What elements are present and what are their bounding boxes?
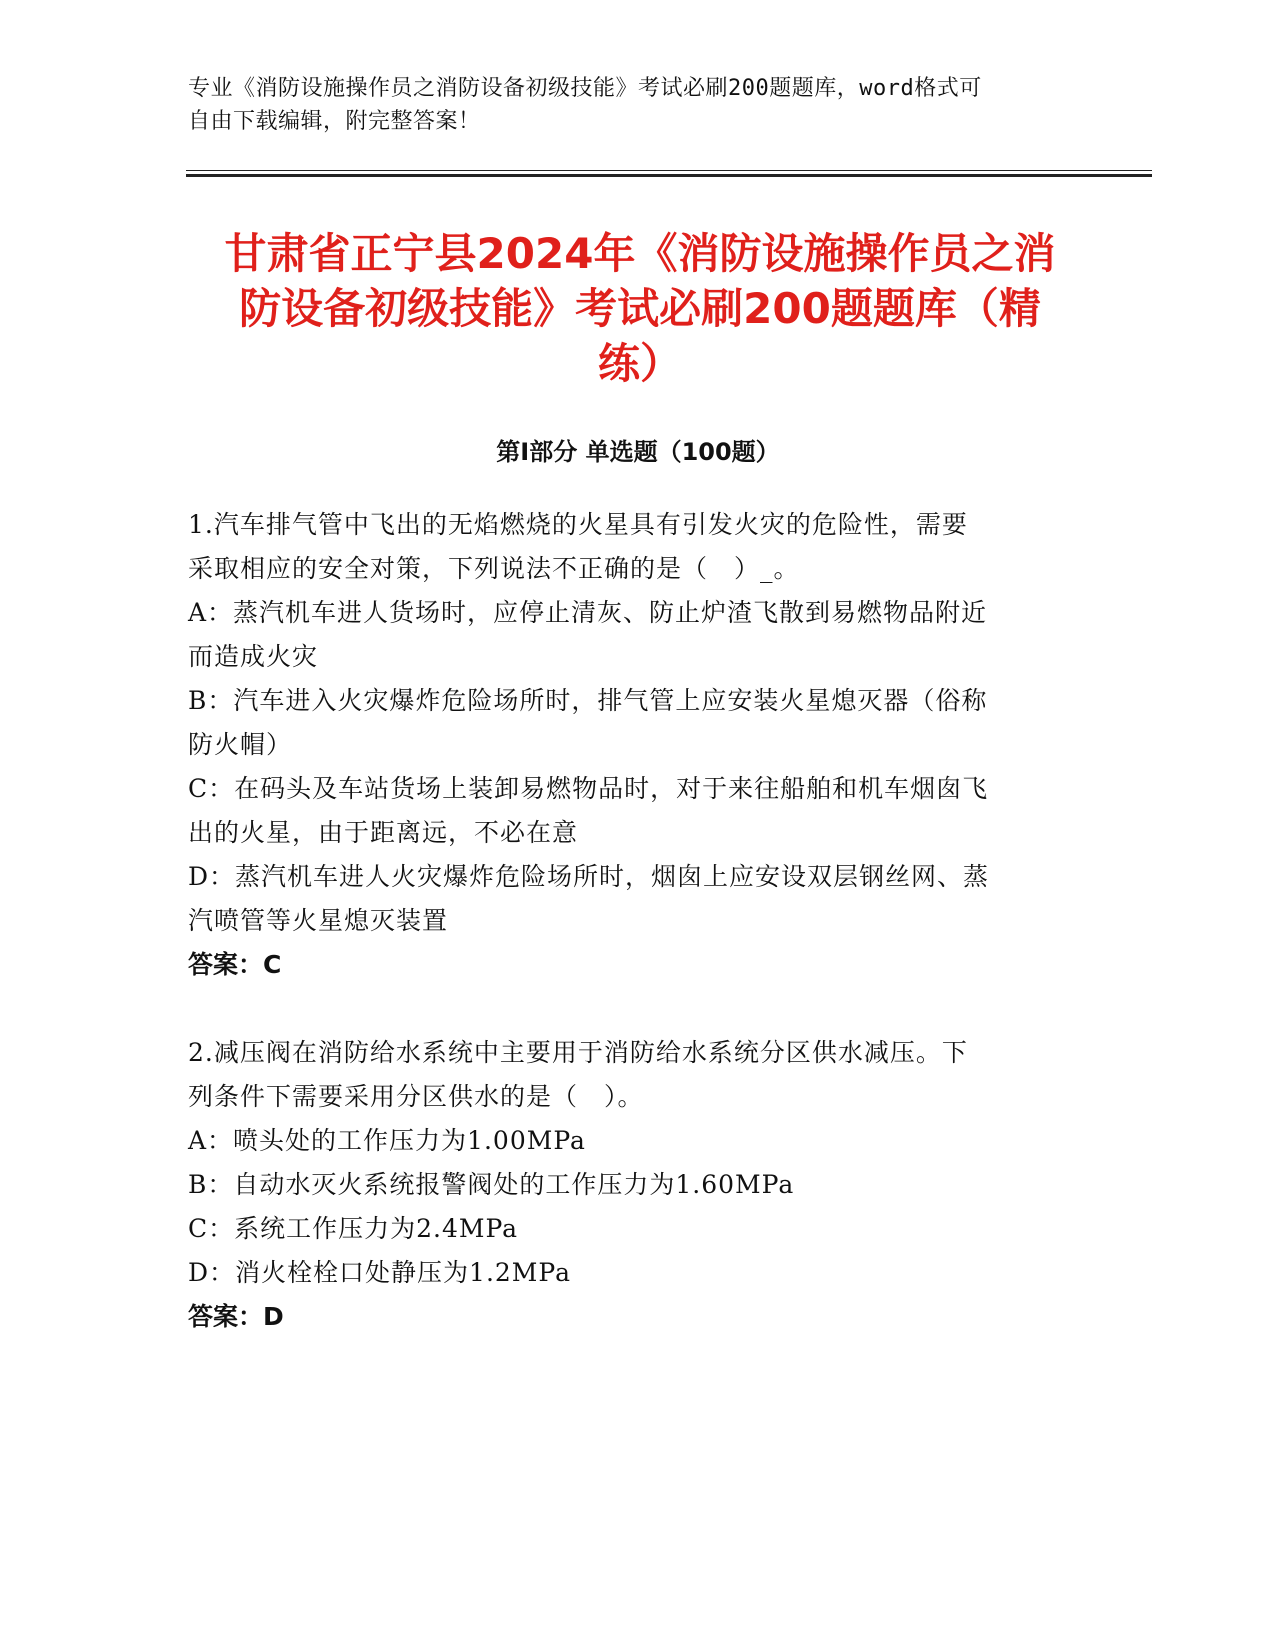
question-2-answer: 答案：D (188, 1302, 284, 1331)
title-line-3: 练） (597, 339, 682, 388)
question-1-option-d-line-1: D：蒸汽机车进人火灾爆炸危险场所时，烟囱上应安设双层钢丝网、蒸 (188, 862, 990, 891)
header-divider-thin (186, 170, 1152, 171)
question-2-option-c: C：系统工作压力为2.4MPa (188, 1214, 519, 1243)
question-1-answer: 答案：C (188, 950, 282, 979)
question-1-option-b-line-1: B：汽车进入火灾爆炸危险场所时，排气管上应安装火星熄灭器（俗称 (188, 686, 988, 715)
document-title (180, 226, 1100, 391)
section-heading: 第Ⅰ部分 单选题（100题） (496, 438, 780, 466)
question-2-stem-line-2: 列条件下需要采用分区供水的是（ ）。 (188, 1082, 644, 1111)
question-2-option-a: A：喷头处的工作压力为1.00MPa (188, 1126, 586, 1155)
question-2-option-b: B：自动水灭火系统报警阀处的工作压力为1.60MPa (188, 1170, 795, 1199)
question-1-stem-line-1: 1.汽车排气管中飞出的无焰燃烧的火星具有引发火灾的危险性，需要 (188, 510, 968, 539)
question-1-option-c-line-2: 出的火星，由于距离远，不必在意 (188, 818, 579, 847)
question-1-stem-line-2: 采取相应的安全对策，下列说法不正确的是（ ）_。 (188, 554, 800, 583)
title-line-2: 防设备初级技能》考试必刷200题题库（精 (239, 284, 1041, 333)
header-divider-thick (186, 174, 1152, 177)
title-line-1: 甘肃省正宁县2024年《消防设施操作员之消 (224, 229, 1056, 278)
question-1-option-b-line-2: 防火帽） (188, 730, 293, 759)
question-2-option-d: D：消火栓栓口处静压为1.2MPa (188, 1258, 572, 1287)
question-1-option-a-line-2: 而造成火灾 (188, 642, 319, 671)
question-1-option-a-line-1: A：蒸汽机车进人货场时，应停止清灰、防止炉渣飞散到易燃物品附近 (188, 598, 988, 627)
question-1-option-c-line-1: C：在码头及车站货场上装卸易燃物品时，对于来往船舶和机车烟囱飞 (188, 774, 989, 803)
header-note (188, 72, 1088, 138)
header-note-line-1: 专业《消防设施操作员之消防设备初级技能》考试必刷200题题库，word格式可 (188, 76, 982, 101)
question-2-stem-line-1: 2.减压阀在消防给水系统中主要用于消防给水系统分区供水减压。下 (188, 1038, 968, 1067)
header-note-line-2: 自由下载编辑，附完整答案！ (188, 109, 481, 134)
question-1-option-d-line-2: 汽喷管等火星熄灭装置 (188, 906, 449, 935)
